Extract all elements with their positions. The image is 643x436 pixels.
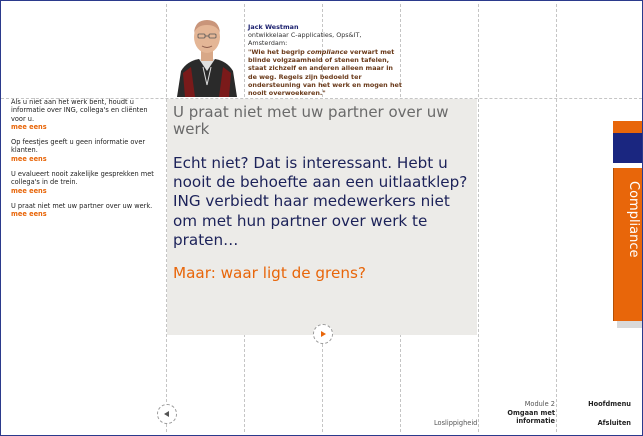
statement-item: [11, 138, 163, 163]
grid-line: [478, 4, 479, 432]
quote-emphasis: compliance: [306, 48, 348, 57]
person-role: ontwikkelaar C-applicaties, Ops&IT,: [248, 31, 362, 40]
next-button[interactable]: [313, 324, 333, 344]
tab-band: [613, 121, 643, 133]
topic-label: Loslippigheid: [434, 419, 478, 427]
agree-link[interactable]: mee eens: [11, 154, 47, 163]
portrait-photo: [173, 11, 241, 97]
content-panel: [167, 99, 477, 335]
close-link[interactable]: Afsluiten: [597, 419, 631, 427]
agree-link[interactable]: mee eens: [11, 186, 47, 195]
play-right-icon: [319, 330, 327, 338]
quote-part: verwart met blinde volgzaamheid of stenen tafelen, staat zichzelf en anderen alleen maar in de weg. Regels zijn bedoeld ter ondersteuning van het werk en mogen het nooit overwoekeren.": [248, 48, 402, 97]
compliance-tab[interactable]: [613, 121, 643, 328]
previous-button[interactable]: [157, 404, 177, 424]
tab-band: [613, 133, 643, 163]
quote-part: "Wie het begrip: [248, 48, 307, 57]
agree-link[interactable]: mee eens: [11, 122, 47, 131]
compliance-label: Compliance: [626, 181, 641, 258]
statement-item: [11, 202, 163, 219]
person-name: Jack Westman: [248, 23, 299, 31]
panel-title: U praat niet met uw partner over uw werk: [173, 103, 449, 138]
panel-body: Echt niet? Dat is interessant. Hebt u nooit de behoefte aan een uitlaatklep? ING verbiedt haar medewerkers niet om met hun partner over werk te praten…: [173, 154, 468, 249]
grid-line: [556, 4, 557, 432]
quote-text: [248, 48, 402, 97]
statement-text: Op feestjes geeft u geen informatie over klanten.: [11, 138, 146, 155]
person-location: Amsterdam:: [248, 39, 288, 48]
statement-text: U evalueert nooit zakelijke gesprekken met collega's in de trein.: [11, 170, 154, 187]
panel-question: Maar: waar ligt de grens?: [173, 264, 366, 282]
statement-text: Als u niet aan het werk bent, houdt u informatie over ING, collega's en cliënten voor u.: [11, 98, 148, 123]
statement-item: [11, 170, 163, 195]
play-left-icon: [163, 410, 171, 418]
main-menu-link[interactable]: Hoofdmenu: [588, 400, 631, 408]
testimonial: [248, 23, 402, 97]
module-title-link[interactable]: informatie: [516, 417, 555, 425]
agree-link[interactable]: mee eens: [11, 210, 47, 219]
statement-item: [11, 98, 163, 131]
statement-list: [11, 98, 163, 226]
module-nav: [481, 400, 555, 426]
module-title-link[interactable]: Omgaan met: [507, 408, 555, 417]
module-number: Module 2: [524, 400, 555, 408]
statement-text: U praat niet met uw partner over uw werk.: [11, 201, 153, 210]
person-portrait-icon: [173, 11, 241, 97]
